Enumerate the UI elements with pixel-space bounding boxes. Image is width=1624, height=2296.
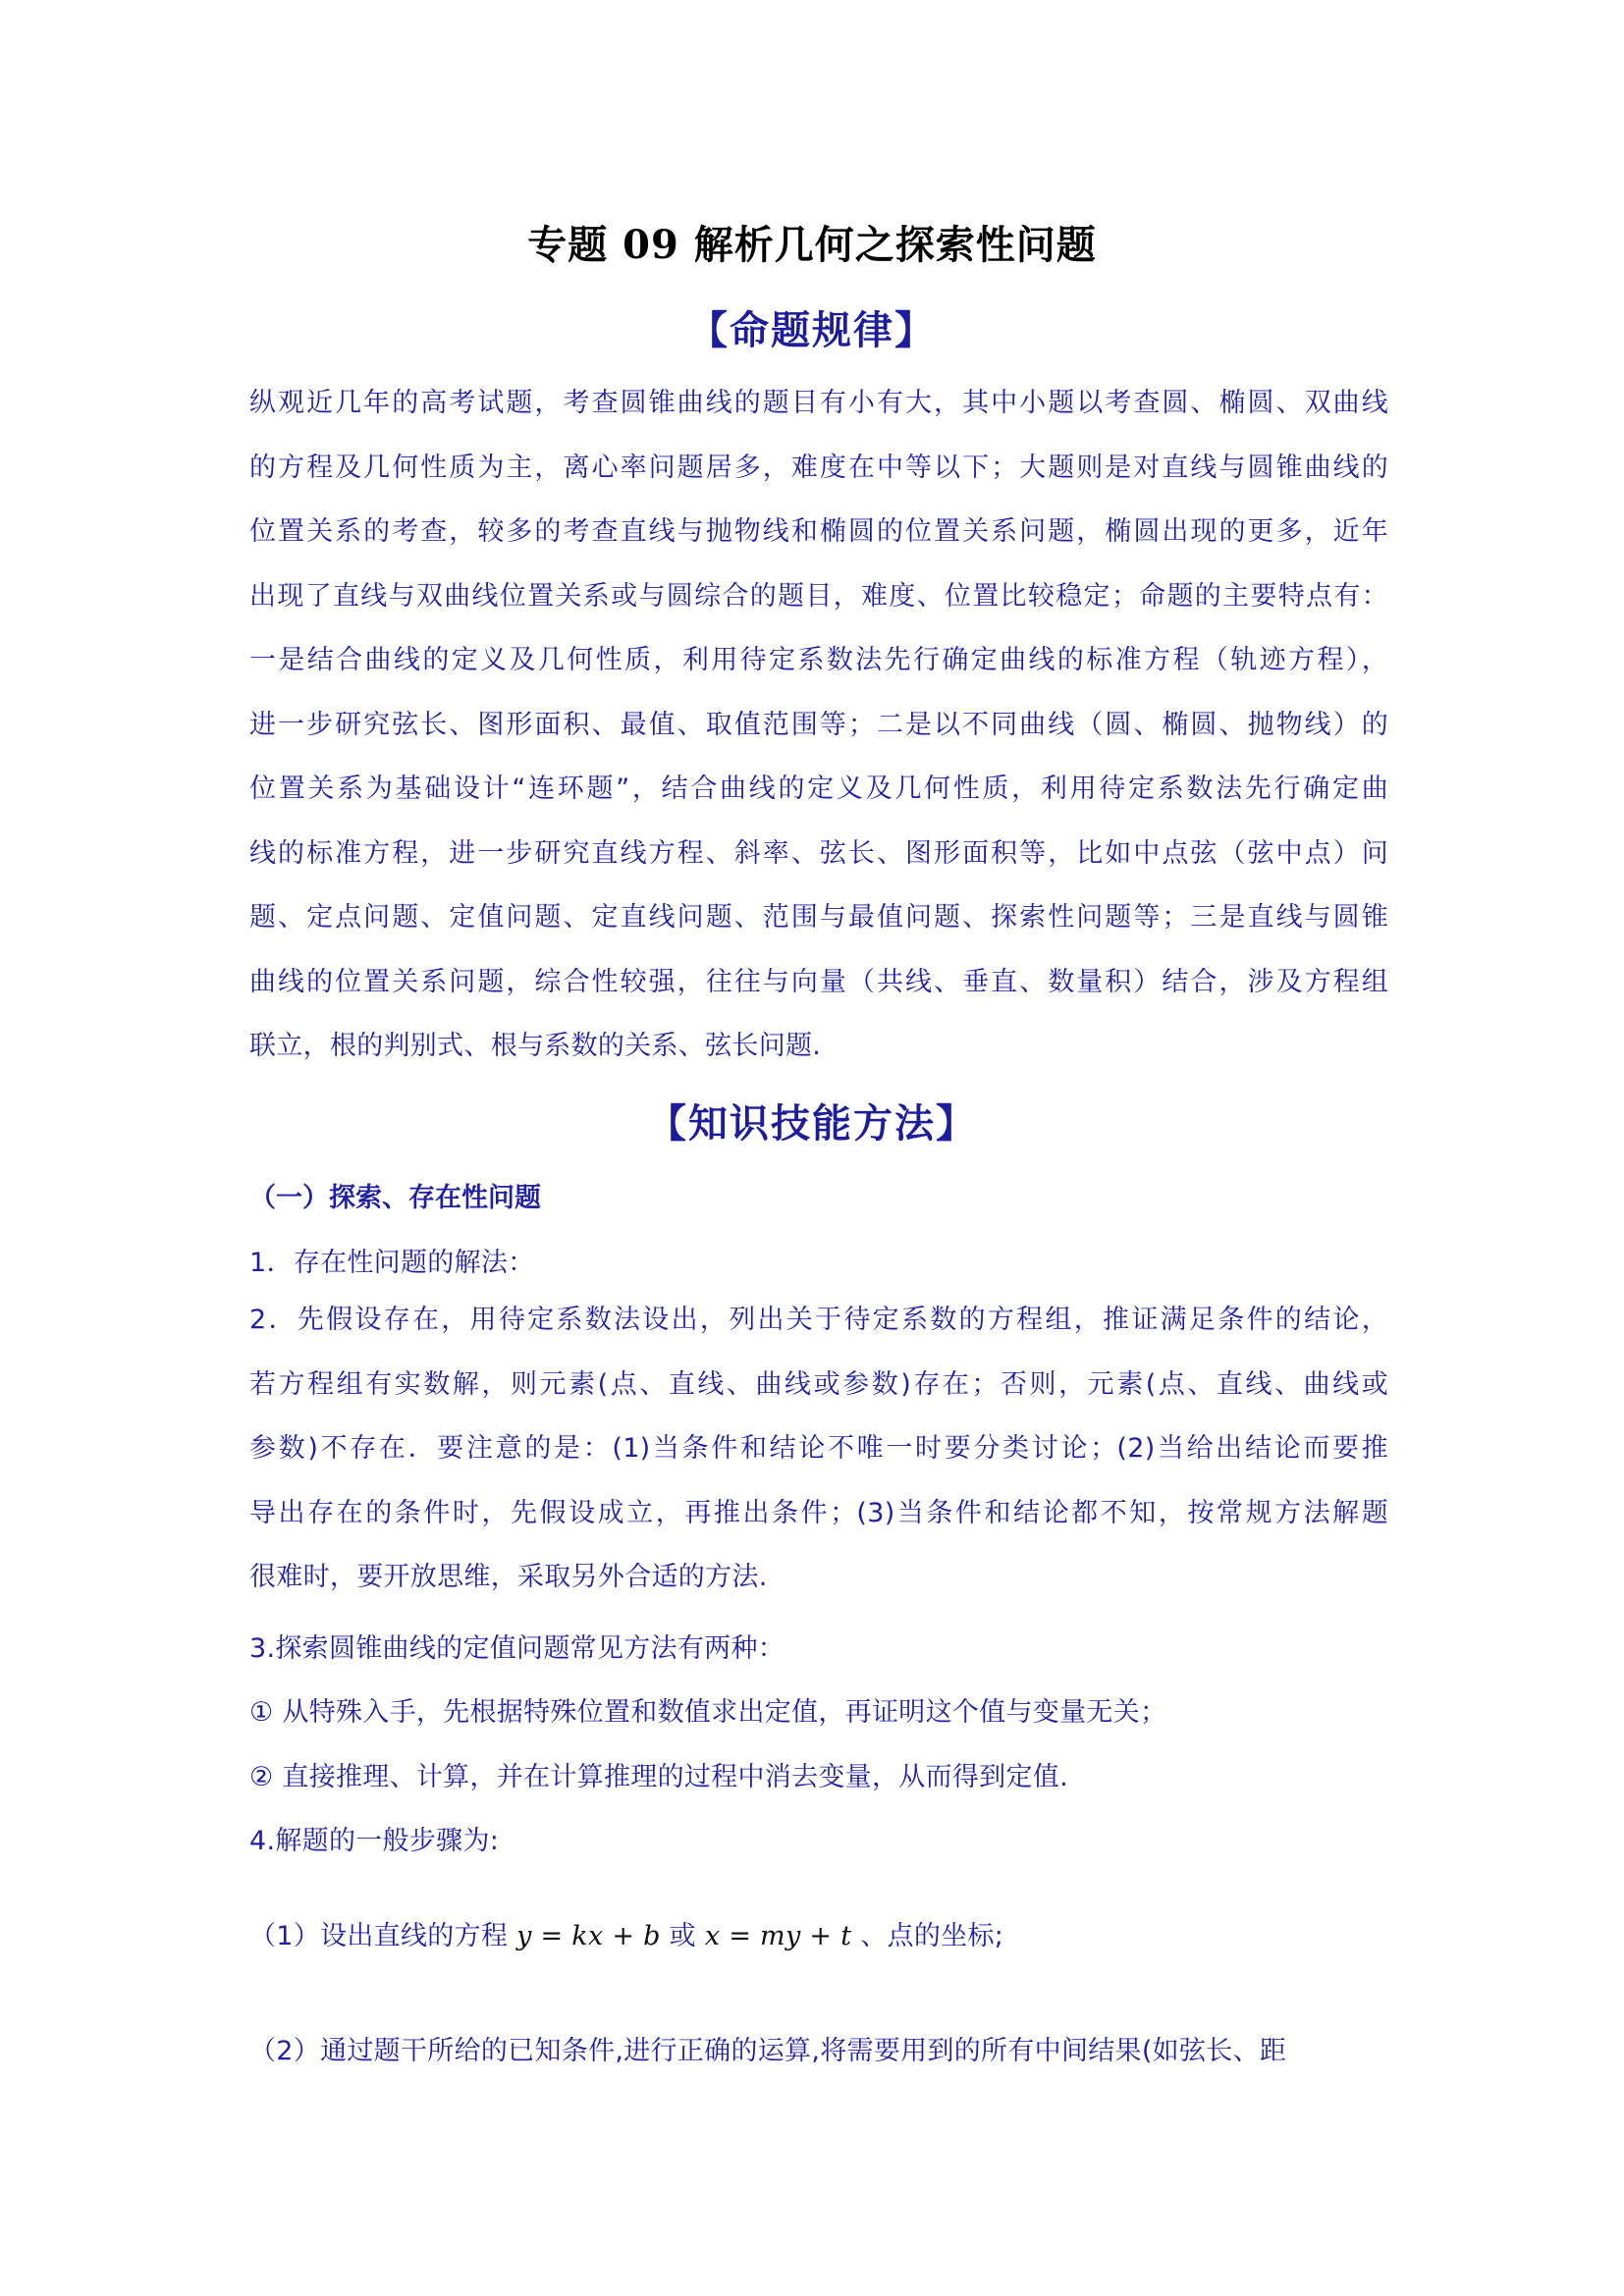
heading-rule: 【命题规律】	[688, 308, 936, 353]
paragraph-line: 题、定点问题、定值问题、定直线问题、范围与最值问题、探索性问题等；三是直线与圆锥	[249, 902, 1388, 933]
equation-slope-intercept: y = kx + b	[516, 1921, 661, 1951]
item-3a: ① 从特殊入手，先根据特殊位置和数值求出定值，再证明这个值与变量无关；	[249, 1697, 1167, 1728]
paragraph-line: 曲线的位置关系问题，综合性较强，往往与向量（共线、垂直、数量积）结合，涉及方程组	[249, 966, 1388, 997]
item-3b: ② 直接推理、计算，并在计算推理的过程中消去变量，从而得到定值.	[249, 1762, 1068, 1792]
equation-inverse-form: x = my + t	[704, 1921, 852, 1951]
item-3: 3.探索圆锥曲线的定值问题常见方法有两种：	[249, 1633, 785, 1664]
paragraph-line: 位置关系的考查，较多的考查直线与抛物线和椭圆的位置关系问题，椭圆出现的更多，近年	[249, 516, 1388, 547]
page-title: 专题 09 解析几何之探索性问题	[527, 222, 1097, 268]
step-1	[249, 1914, 1003, 1952]
paragraph-line: 位置关系为基础设计“连环题”，结合曲线的定义及几何性质，利用待定系数法先行确定曲	[249, 774, 1388, 804]
rule-paragraph	[249, 371, 1388, 1079]
step-1-mid: 或	[660, 1921, 705, 1951]
paragraph-line: 导出存在的条件时，先假设成立，再推出条件；(3)当条件和结论都不知，按常规方法解题	[249, 1497, 1388, 1528]
paragraph-line: 若方程组有实数解，则元素(点、直线、曲线或参数)存在；否则，元素(点、直线、曲线或	[249, 1368, 1388, 1400]
step-1-prefix: （1）设出直线的方程	[249, 1921, 517, 1951]
paragraph-line: 参数)不存在．要注意的是：(1)当条件和结论不唯一时要分类讨论；(2)当给出结论而要推	[249, 1433, 1388, 1464]
paragraph-line: 很难时，要开放思维，采取另外合适的方法.	[249, 1562, 768, 1592]
paragraph-line: 一是结合曲线的定义及几何性质，利用待定系数法先行确定曲线的标准方程（轨迹方程），	[249, 645, 1388, 675]
section-title: （一）探索、存在性问题	[249, 1183, 541, 1213]
paragraph-line: 线的标准方程，进一步研究直线方程、斜率、弦长、图形面积等，比如中点弦（弦中点）问	[249, 837, 1388, 869]
paragraph-line: 2．先假设存在，用待定系数法设出，列出关于待定系数的方程组，推证满足条件的结论，	[249, 1305, 1388, 1335]
paragraph-line: 联立，根的判别式、根与系数的关系、弦长问题.	[249, 1031, 822, 1061]
paragraph-line: 纵观近几年的高考试题，考查圆锥曲线的题目有小有大，其中小题以考查圆、椭圆、双曲线	[249, 388, 1388, 418]
paragraph-line: 出现了直线与双曲线位置关系或与圆综合的题目，难度、位置比较稳定；命题的主要特点有：	[249, 580, 1388, 612]
item-2-paragraph	[249, 1288, 1388, 1610]
item-4: 4.解题的一般步骤为:	[249, 1826, 500, 1856]
step-1-suffix: 、点的坐标;	[851, 1921, 1004, 1951]
paragraph-line: 的方程及几何性质为主，离心率问题居多，难度在中等以下；大题则是对直线与圆锥曲线的	[249, 452, 1388, 483]
step-2: （2）通过题干所给的已知条件,进行正确的运算,将需要用到的所有中间结果(如弦长、距	[249, 2036, 1287, 2066]
heading-method: 【知识技能方法】	[647, 1101, 977, 1147]
item-1: 1．存在性问题的解法：	[249, 1248, 535, 1278]
paragraph-line: 进一步研究弦长、图形面积、最值、取值范围等；二是以不同曲线（圆、椭圆、抛物线）的	[249, 709, 1388, 740]
